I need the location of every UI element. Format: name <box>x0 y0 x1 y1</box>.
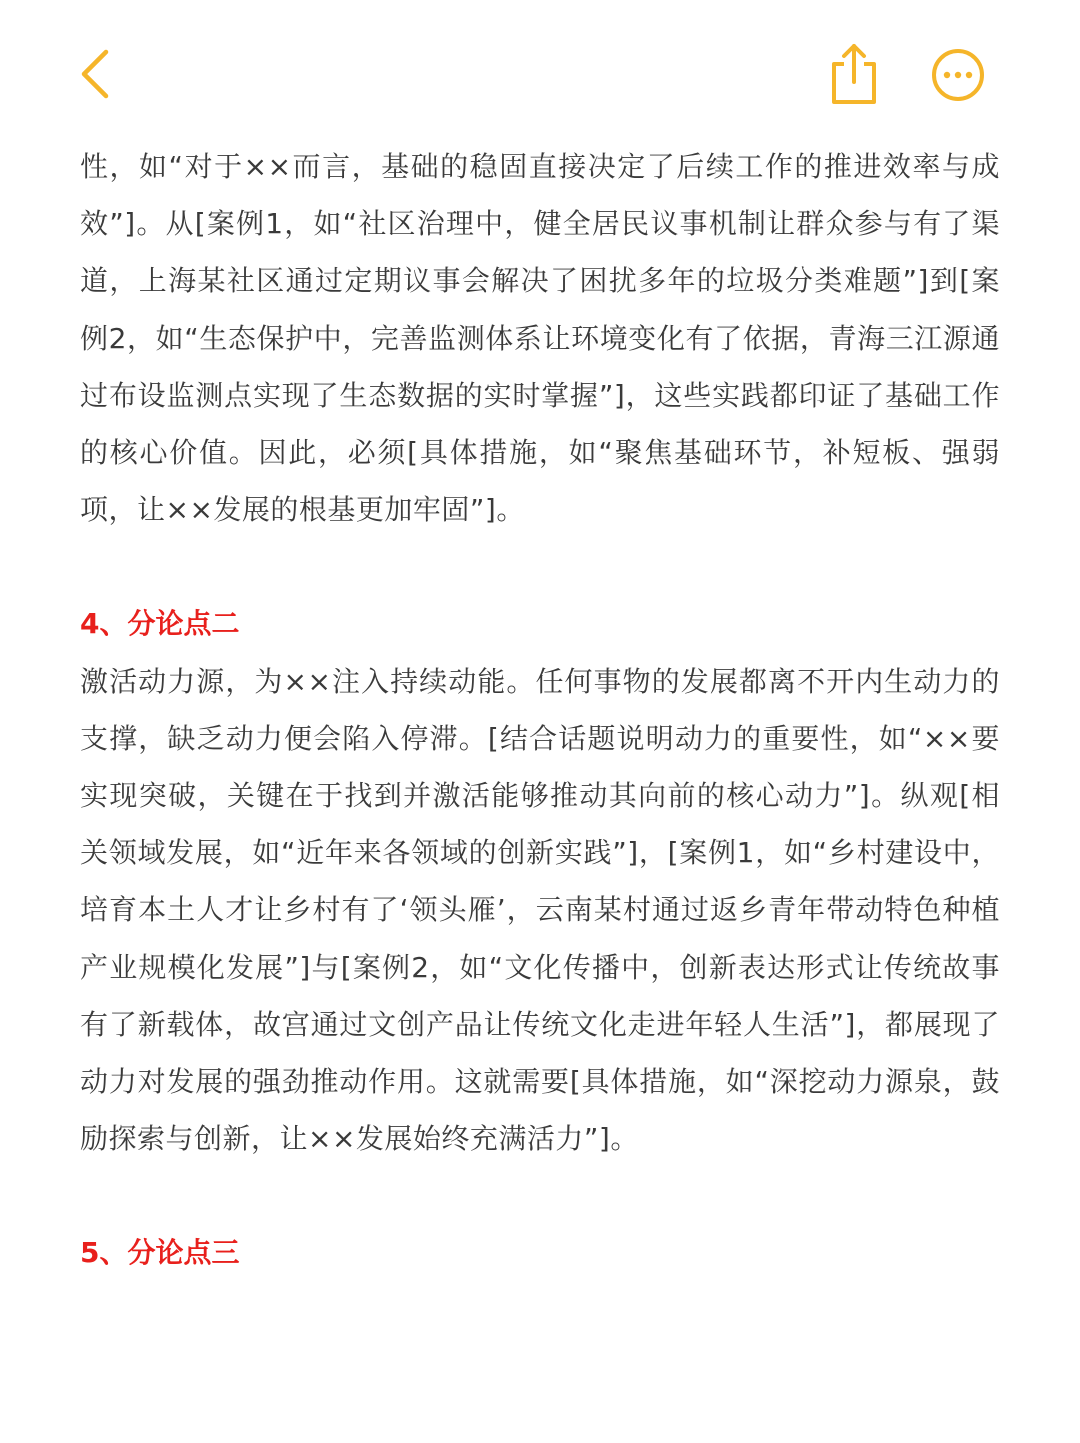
paragraph-spacer <box>80 1167 1000 1224</box>
share-icon <box>826 40 882 106</box>
chevron-left-icon <box>72 44 120 104</box>
share-button[interactable] <box>826 40 882 106</box>
top-toolbar <box>0 0 1080 140</box>
more-button[interactable] <box>928 45 988 105</box>
paragraph-sub-point-1-continued: 性，如“对于××而言，基础的稳固直接决定了后续工作的推进效率与成效”]。从[案例1，如“社区治理中，健全居民议事机制让群众参与有了渠道，上海某社区通过定期议事会解决了困扰多年的垃圾分类难题”]到[案例2，如“生态保护中，完善监测体系让环境变化有了依据，青海三江源通过布设监测点实现了生态数据的实时掌握”]，这些实践都印证了基础工作的核心价值。因此，必须[具体措施，如“聚焦基础环节，补短板、强弱项，让××发展的根基更加牢固”]。 <box>80 150 1000 527</box>
paragraph-sub-point-2: 激活动力源，为××注入持续动能。任何事物的发展都离不开内生动力的支撑，缺乏动力便会陷入停滞。[结合话题说明动力的重要性，如“××要实现突破，关键在于找到并激活能够推动其向前的核心动力”]。纵观[相关领域发展，如“近年来各领域的创新实践”]，[案例1，如“乡村建设中，培育本土人才让乡村有了‘领头雁’，云南某村通过返乡青年带动特色种植产业规模化发展”]与[案例2，如“文化传播中，创新表达形式让传统故事有了新载体，故宫通过文创产品让传统文化走进年轻人生活”]，都展现了动力对发展的强劲推动作用。这就需要[具体措施，如“深挖动力源泉，鼓励探索与创新，让××发展始终充满活力”]。 <box>80 664 1000 1156</box>
more-icon <box>928 45 988 105</box>
heading-sub-point-2: 4、分论点二 <box>80 607 240 641</box>
article-content <box>80 138 1000 1282</box>
back-button[interactable] <box>72 44 120 104</box>
paragraph-spacer <box>80 538 1000 595</box>
heading-sub-point-3: 5、分论点三 <box>80 1236 240 1270</box>
